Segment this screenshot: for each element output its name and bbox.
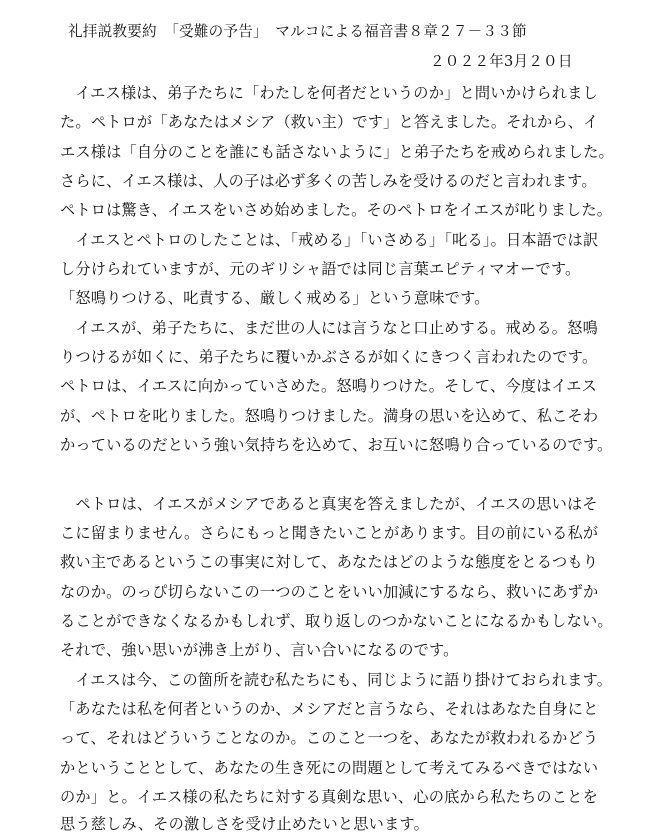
body-line: イエスが、弟子たちに、まだ世の人には言うなと口止めする。戒める。怒鳴	[60, 319, 598, 337]
body-line: って、それはどういうことなのか。このこと一つを、あなたが救われるかどう	[60, 729, 599, 747]
body-line: が、ペトロを叱りました。怒鳴りつけました。満身の思いを込めて、私こそわ	[60, 407, 599, 425]
sermon-title: 礼拝説教要約 「受難の予告」 マルコによる福音書８章２７－３３節	[68, 23, 527, 40]
body-line: 救い主であるというこの事実に対して、あなたはどのような態度をとるつもり	[60, 553, 599, 571]
body-line: ペトロは驚き、イエスをいさめ始めました。そのペトロをイエスが叱りました。	[60, 201, 613, 219]
body-line: た。ペトロが「あなたはメシア（救い主）です」と答えました。それから、イ	[60, 113, 599, 131]
body-line: さらに、イエス様は、人の子は必ず多くの苦しみを受けるのだと言われます。	[60, 172, 597, 190]
body-line: 思う慈しみ、その激しさを受け止めたいと思います。	[60, 815, 429, 833]
body-line: りつけるが如くに、弟子たちに覆いかぶさるが如くにきつく言われたのです。	[60, 348, 598, 366]
body-line: ることができなくなるかもしれず、取り返しのつかないことになるかもしない。	[60, 612, 613, 630]
body-line: イエスとペトロのしたことは、「戒める」「いさめる」「叱る」。日本語では訳	[60, 231, 599, 249]
body-line: イエスは今、この箇所を読む私たちにも、同じように語り掛けておられます。	[60, 671, 613, 689]
body-line: かっているのだという強い気持ちを込めて、お互いに怒鳴り合っているのです。	[60, 436, 613, 454]
body-line: し分けられていますが、元のギリシャ語では同じ言葉エピティマオーです。	[60, 260, 581, 278]
body-line: のか」と。イエス様の私たちに対する真剣な思い、心の底から私たちのことを	[60, 788, 598, 806]
body-line: イエス様は、弟子たちに「わたしを何者だというのか」と問いかけられまし	[60, 84, 598, 102]
sermon-date: ２０２２年3月２０日	[430, 53, 573, 70]
body-line: 「あなたは私を何者というのか、メシアだと言うなら、それはあなた自身にと	[60, 700, 599, 718]
body-line: エス様は「自分のことを誰にも話さないように」と弟子たちを戒められました。	[60, 143, 614, 161]
body-line: かということとして、あなたの生き死にの問題として考えてみるべきではない	[60, 759, 599, 777]
body-line: こに留まりません。さらにもっと聞きたいことがあります。目の前にいる私が	[60, 524, 599, 542]
body-line: それで、強い思いが沸き上がり、言い合いになるのです。	[60, 641, 459, 659]
body-line: ペトロは、イエスがメシアであると真実を答えましたが、イエスの思いはそ	[60, 495, 598, 513]
body-line: なのか。のっぴ切らないこの一つのことをいい加減にするなら、救いにあずか	[60, 583, 599, 601]
body-line: ペトロは、イエスに向かっていさめた。怒鳴りつけた。そして、今度はイエス	[60, 377, 598, 395]
body-line: 「怒鳴りつける、叱責する、厳しく戒める」という意味です。	[60, 289, 490, 307]
